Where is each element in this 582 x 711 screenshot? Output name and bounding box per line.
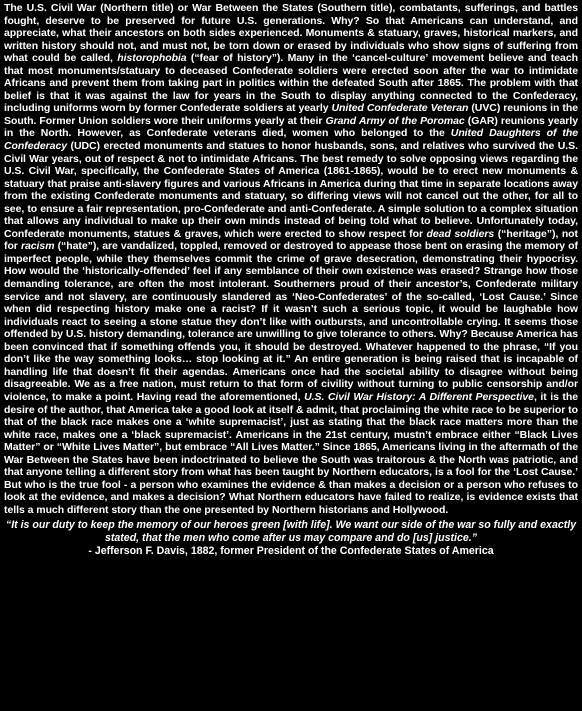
text-run: (“heritage”), not for [4,227,578,253]
emphasis-udc: United Daughters of the Confederacy [4,127,578,153]
emphasis-historophobia: historophobia [117,52,187,65]
text-run: (“fear of history”). Many in the ‘cancel-culture’ movement believe and teach that most monuments/statuary to deceased Confederate soldiers were erected soon after the war to intimidate Africans and prevent them from taking part in politics within the defeated South after 1865. The problem with that belief is that it was against the law for years in the South to display anything connected to the Confederacy, including uniforms worn by former Confederate soldiers at yearly [4,52,578,115]
quote-attribution: - Jefferson F. Davis, 1882, former President of the Confederate States of America [88,544,494,557]
emphasis-gar: Grand Army of the Poromac [325,114,465,127]
emphasis-ucv: United Confederate Veteran [331,102,469,115]
body-paragraph [4,2,578,516]
text-run: , it is the desire of the author, that America take a good look at itself & admit, that proclaiming the white race to be superior to that of the black race makes one a ‘white supremacist’, just as stating that the black race matters more than the white race, makes one a ‘black supremacist’. Americans in the 21st century, mustn’t embrace either “Black Lives Matter” or “White Lives Matter”, but embrace “All Lives Matter.” Since 1865, Americans living in the aftermath of the War Between the States have been indoctrinated to believe the South was traitorous & the North was patriotic, and that anyone telling a different story from what has been taught by Northern educators, is a fool for the ‘Lost Cause.’ But who is the true fool - a person who examines the evidence & than makes a decision or a person who refuses to look at the evidence, and makes a decision? What Northern educators have failed to realize, is evidence exists that tells a much different story than the one presented by Northern historians and Hollywood. [4,390,578,516]
emphasis-dead-soldiers: dead soldiers [426,227,495,240]
text-run: (UDC) erected monuments and statues to honor husbands, sons, and relatives who survived the U.S. Civil War years, out of respect & not to intimidate Africans. The best remedy to solve opposing views regarding the U.S. Civil War, specifically, the Confederate States of America (1861-1865), would be to erect new monuments & statuary that praise anti-slavery figures and various Africans in America during that time in separate locations away from the existing Confederate monuments and statuary, so differing views will not cancel out the other, for all to see, to ensure a fair representation, pro-Confederate and anti-Confederate. A simple solution to a complex situation that allows any individual to make up their own minds instead of being told what to believe. Unfortunately today, Confederate monuments, statues & graves, which were erected to show respect for [4,140,578,240]
text-run: (UVC) reunions in the South. Former Union soldiers wore their uniforms yearly at their [4,102,579,127]
text-run: (GAR) reunions yearly in the North. However, as Confederate veterans died, women who belonged to the [4,114,578,140]
text-run: (“hate”), are vandalized, toppled, removed or destroyed to appease those bent on erasing the memory of imperfect people, while they themselves commit the crime of grave desecration, demonstrating their hypocrisy. How would the ‘historically-offended’ feel if any semblance of their own existence was erased? Strange how those demanding tolerance, are often the most intolerant. Southerners proud of their ancestor’s, Confederate military service and not slavery, are continuously slandered as ‘Neo-Confederates’ of the so-called, ‘Lost Cause.’ Since when did respecting history make one a racist? If it wasn’t such a serious topic, it would be laughable how individuals react to seeing a stone statue they don’t like with outbursts, and uncontrollable crying. It seems those offended by U.S. history demanding, tolerance are unwilling to give tolerance to others. Why? Because America has been convinced that if something offends you, it should be destroyed. Whatever happened to the phrase, “If you don’t like the way something looks… stop looking at it.” An entire generation is being raised that is incapable of handling life that doesn’t fit their agendas. Americans once had the societal ability to disagree without being disagreeable. We as a free nation, must return to that form of civility without turning to public censorship and/or violence, to make a point. Having read the aforementioned, [4,240,578,403]
emphasis-book-title: U.S. Civil War History: A Different Perspective [304,390,534,403]
emphasis-racism: racism [20,240,55,253]
quote-text: “It is our duty to keep the memory of our heroes green [with life]. We want our side of the war so fully and exactly stated, that the men who come after us may compare and do [us] justice.” [5,519,577,545]
text-run: The U.S. Civil War (Northern title) or War Between the States (Southern title), combatants, sufferings, and battles fought, deserve to be preserved for future U.S. generations. Why? So that Americans can understand, and appreciate, what their ancestors on both sides experienced. Monuments & statuary, graves, historical markers, and written history should not, and must not, be torn down or erased by individuals who show signs of suffering from what could be called, [4,2,578,65]
